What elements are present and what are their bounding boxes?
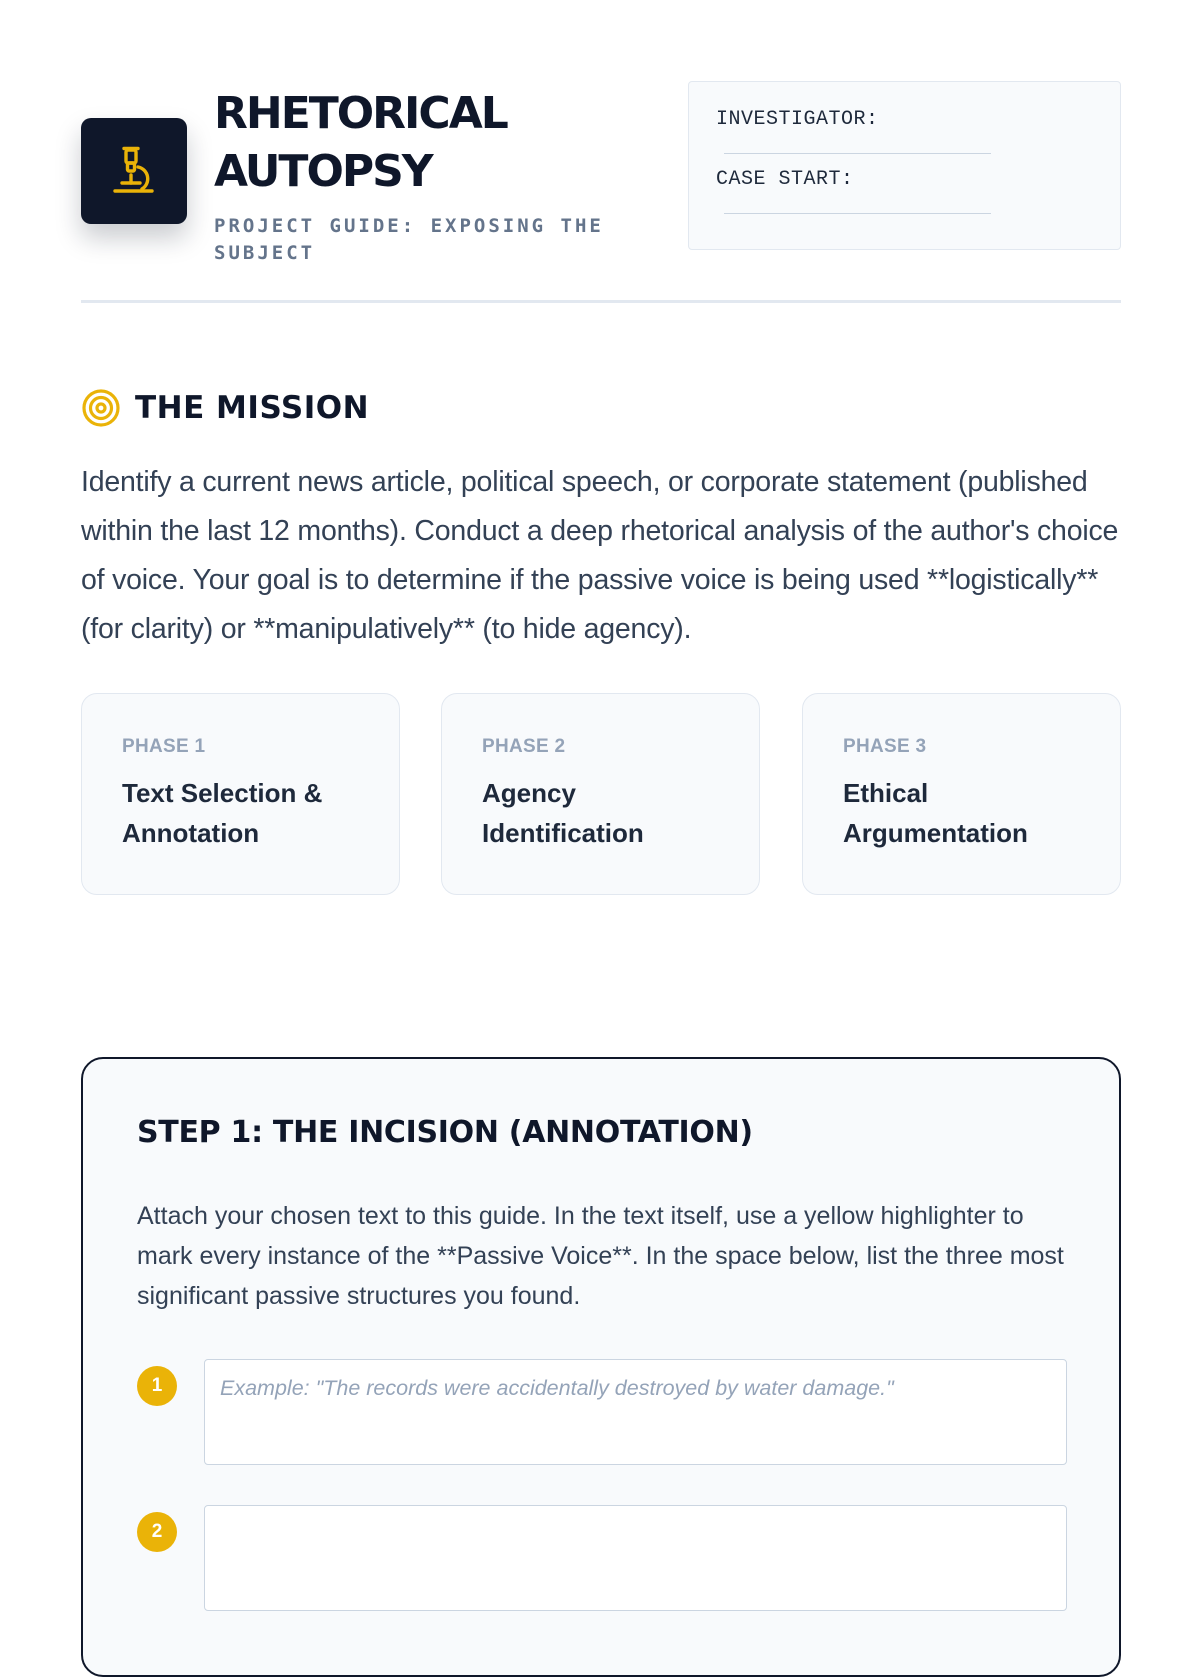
passive-structure-entry-1 xyxy=(137,1359,1067,1465)
entry-number-badge: 2 xyxy=(137,1512,177,1552)
investigator-field[interactable] xyxy=(724,153,991,154)
case-info-box xyxy=(688,81,1121,250)
page-title-line-2: AUTOPSY xyxy=(214,146,432,197)
passive-structure-input-1[interactable] xyxy=(204,1359,1067,1465)
phase-card-2 xyxy=(441,693,760,895)
phase-card-3 xyxy=(802,693,1121,895)
microscope-icon xyxy=(108,145,160,197)
page-header xyxy=(81,81,1121,303)
step-1-title: STEP 1: THE INCISION (ANNOTATION) xyxy=(137,1115,753,1150)
investigator-label: INVESTIGATOR: xyxy=(716,108,879,131)
passive-structure-entry-2 xyxy=(137,1505,1067,1611)
mission-title: THE MISSION xyxy=(135,390,370,426)
page-subtitle: PROJECT GUIDE: EXPOSING THE SUBJECT xyxy=(214,215,604,264)
case-start-label: CASE START: xyxy=(716,168,854,191)
phase-name: Agency Identification xyxy=(482,778,644,848)
phase-name: Ethical Argumentation xyxy=(843,778,1028,848)
mission-heading xyxy=(81,388,369,428)
step-1-section xyxy=(81,1057,1121,1677)
phase-name: Text Selection & Annotation xyxy=(122,778,323,848)
mission-description: Identify a current news article, political speech, or corporate statement (published within the last 12 months). Conduct a deep rhetorical analysis of the author's choice of voice. Your goal is to determine if the passive voice is being used **logistically** (for clarity) or **manipulatively** (to hide agency). xyxy=(81,466,1119,645)
phase-cards xyxy=(81,693,1121,895)
entry-number-badge: 1 xyxy=(137,1366,177,1406)
investigator-row xyxy=(716,108,1120,168)
case-start-field[interactable] xyxy=(724,213,991,214)
phase-label: PHASE 2 xyxy=(482,736,566,757)
brand xyxy=(214,85,634,267)
passive-structure-input-2[interactable] xyxy=(204,1505,1067,1611)
page-title-line-1: RHETORICAL xyxy=(214,88,507,139)
phase-label: PHASE 3 xyxy=(843,736,927,757)
phase-label: PHASE 1 xyxy=(122,736,206,757)
step-1-instructions: Attach your chosen text to this guide. In the text itself, use a yellow highlighter to mark every instance of the **Passive Voice**. In the space below, list the three most significant passive structures you found. xyxy=(137,1202,1064,1310)
phase-card-1 xyxy=(81,693,400,895)
logo xyxy=(81,118,187,224)
target-icon xyxy=(81,388,121,428)
case-start-row xyxy=(716,168,1120,228)
page-title xyxy=(214,85,634,201)
